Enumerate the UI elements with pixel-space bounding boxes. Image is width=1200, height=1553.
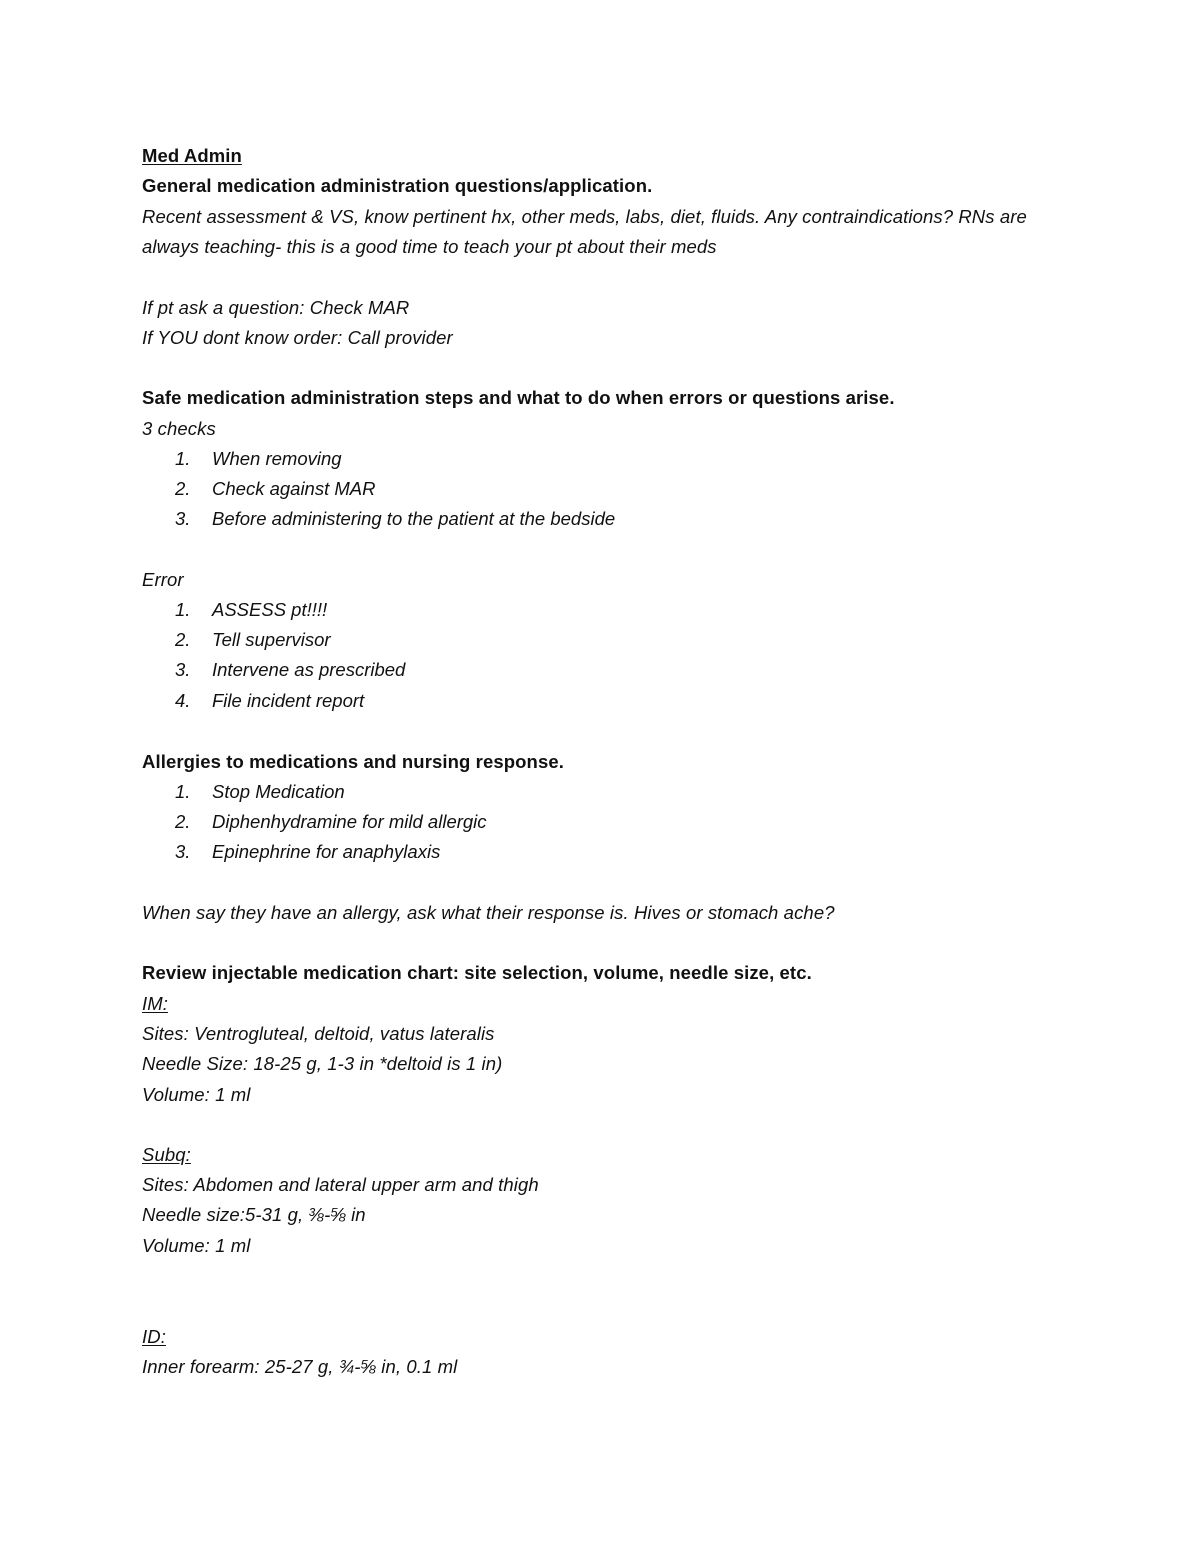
- list-item: Intervene as prescribed: [212, 659, 406, 680]
- checks-label: 3 checks: [142, 418, 216, 439]
- id-label: ID:: [142, 1326, 166, 1347]
- list-item-number: 3.: [175, 508, 191, 529]
- list-item: Check against MAR: [212, 478, 376, 499]
- list-item: File incident report: [212, 690, 365, 711]
- subq-sites: Sites: Abdomen and lateral upper arm and thigh: [142, 1174, 539, 1195]
- im-label: IM:: [142, 993, 168, 1014]
- list-item-number: 3.: [175, 841, 191, 862]
- list-item: Diphenhydramine for mild allergic: [212, 811, 487, 832]
- list-item-number: 1.: [175, 781, 191, 802]
- general-heading: General medication administration questions/application.: [142, 175, 653, 196]
- page-title: Med Admin: [142, 145, 242, 166]
- error-label: Error: [142, 569, 184, 590]
- list-item: Tell supervisor: [212, 629, 331, 650]
- subq-label: Subq:: [142, 1144, 191, 1165]
- dont-know-note: If YOU dont know order: Call provider: [142, 327, 453, 348]
- list-item: When removing: [212, 448, 342, 469]
- general-text-line-2: always teaching- this is a good time to teach your pt about their meds: [142, 236, 717, 257]
- list-item: Before administering to the patient at the bedside: [212, 508, 616, 529]
- im-needle-size: Needle Size: 18-25 g, 1-3 in *deltoid is 1 in): [142, 1053, 503, 1074]
- list-item: ASSESS pt!!!!: [212, 599, 328, 620]
- ask-question-note: If pt ask a question: Check MAR: [142, 297, 410, 318]
- id-inner-forearm: Inner forearm: 25-27 g, ¾-⅝ in, 0.1 ml: [142, 1356, 458, 1377]
- subq-needle-size: Needle size:5-31 g, ⅜-⅝ in: [142, 1204, 366, 1225]
- list-item: Epinephrine for anaphylaxis: [212, 841, 441, 862]
- list-item-number: 3.: [175, 659, 191, 680]
- list-item-number: 1.: [175, 599, 191, 620]
- list-item-number: 2.: [175, 811, 191, 832]
- injectable-heading: Review injectable medication chart: site selection, volume, needle size, etc.: [142, 962, 812, 983]
- list-item-number: 2.: [175, 629, 191, 650]
- list-item-number: 2.: [175, 478, 191, 499]
- subq-volume: Volume: 1 ml: [142, 1235, 251, 1256]
- list-item-number: 1.: [175, 448, 191, 469]
- im-sites: Sites: Ventrogluteal, deltoid, vatus lateralis: [142, 1023, 495, 1044]
- list-item: Stop Medication: [212, 781, 345, 802]
- safe-admin-heading: Safe medication administration steps and what to do when errors or questions arise.: [142, 387, 895, 408]
- allergies-heading: Allergies to medications and nursing response.: [142, 751, 564, 772]
- general-text-line-1: Recent assessment & VS, know pertinent hx, other meds, labs, diet, fluids. Any contraindications? RNs are: [142, 206, 1027, 227]
- im-volume: Volume: 1 ml: [142, 1084, 251, 1105]
- list-item-number: 4.: [175, 690, 191, 711]
- allergy-note: When say they have an allergy, ask what their response is. Hives or stomach ache?: [142, 902, 835, 923]
